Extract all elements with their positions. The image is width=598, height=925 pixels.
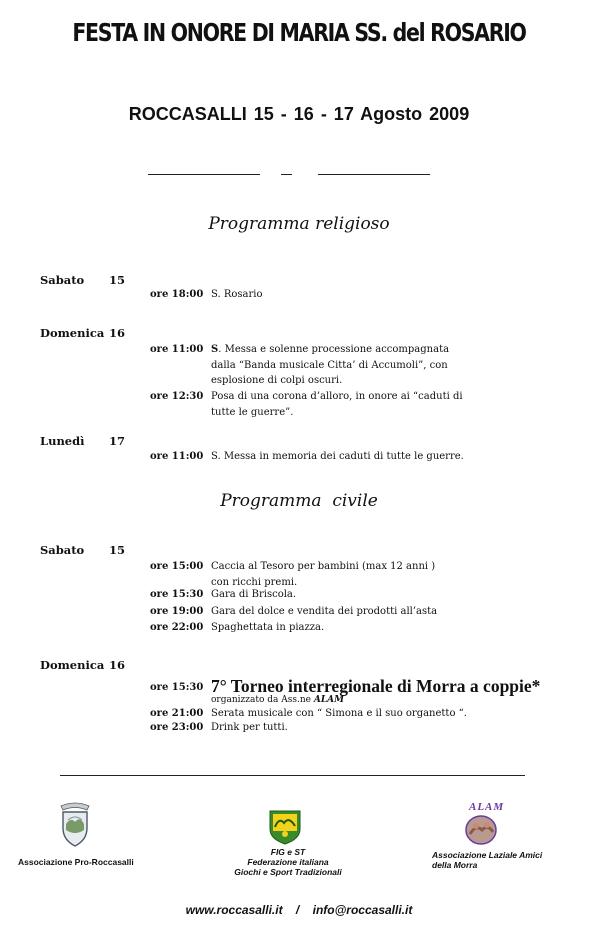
header-rule-right bbox=[318, 174, 430, 175]
fig-st-label-line: Federazione italiana bbox=[247, 857, 329, 867]
event-description: S. Rosario bbox=[211, 289, 263, 300]
religioso-day-domenica: Domenica bbox=[40, 326, 105, 340]
event-time: ore 15:30 bbox=[150, 682, 204, 693]
event-description: Caccia al Tesoro per bambini (max 12 anni ) con ricchi premi. bbox=[211, 561, 436, 588]
event-time: ore 21:00 bbox=[150, 708, 204, 719]
event-description-bold-prefix: S bbox=[211, 344, 219, 355]
alam-emblem-icon bbox=[464, 814, 498, 846]
religioso-daynum-16: 16 bbox=[109, 326, 126, 340]
pro-roccasalli-label: Associazione Pro-Roccasalli bbox=[18, 857, 134, 867]
torneo-organizer bbox=[211, 695, 344, 705]
torneo-organizer-prefix: organizzato da Ass.ne bbox=[211, 695, 314, 705]
event-dates-subtitle: ROCCASALLI 15 - 16 - 17 Agosto 2009 bbox=[128, 104, 470, 124]
alam-label-line: Associazione Laziale Amici bbox=[432, 850, 543, 860]
religioso-day-sabato: Sabato bbox=[40, 273, 85, 287]
event-time: ore 19:00 bbox=[150, 606, 204, 617]
religioso-day-lunedi: Lunedì bbox=[40, 434, 85, 448]
religioso-heading: Programma religioso bbox=[208, 214, 390, 234]
event-time: ore 11:00 bbox=[150, 451, 204, 462]
event-description: Gara del dolce e vendita dei prodotti all’asta bbox=[211, 606, 438, 617]
contact-line bbox=[0, 903, 598, 917]
contact-separator: / bbox=[295, 903, 300, 917]
event-time: ore 18:00 bbox=[150, 289, 204, 300]
event-description bbox=[211, 342, 471, 389]
event-description: Posa di una corona d’alloro, in onore ai “caduti di tutte le guerre”. bbox=[211, 391, 463, 418]
page-title: FESTA IN ONORE DI MARIA SS. del ROSARIO bbox=[72, 18, 526, 47]
civile-day-sabato: Sabato bbox=[40, 543, 85, 557]
event-time: ore 23:00 bbox=[150, 722, 204, 733]
event-description-text: . Messa e solenne processione accompagnata dalla “Banda musicale Citta’ di Accumoli”, con esplosione di colpi oscuri. bbox=[211, 344, 450, 386]
event-description: Spaghettata in piazza. bbox=[211, 622, 325, 633]
fig-st-label-line: FIG e ST bbox=[270, 847, 306, 857]
event-description: S. Messa in memoria dei caduti di tutte le guerre. bbox=[211, 451, 464, 462]
alam-label bbox=[432, 850, 542, 870]
event-description: Serata musicale con “ Simona e il suo organetto “. bbox=[211, 708, 467, 719]
torneo-organizer-name: ALAM bbox=[313, 695, 345, 705]
email-link[interactable]: info@roccasalli.it bbox=[312, 903, 413, 917]
event-time: ore 12:30 bbox=[150, 391, 204, 402]
event-time: ore 22:00 bbox=[150, 622, 204, 633]
event-time: ore 11:00 bbox=[150, 344, 204, 355]
civile-heading: Programma civile bbox=[220, 491, 378, 511]
fig-st-label bbox=[228, 847, 348, 877]
fig-st-shield-icon bbox=[268, 809, 302, 845]
alam-logo-text: ALAM bbox=[469, 801, 505, 813]
fig-st-label-line: Giochi e Sport Tradizionali bbox=[234, 867, 342, 877]
civile-daynum-15: 15 bbox=[109, 543, 126, 557]
pro-roccasalli-crest-icon bbox=[55, 800, 95, 848]
event-description: Gara di Briscola. bbox=[211, 589, 297, 600]
civile-daynum-16: 16 bbox=[109, 658, 126, 672]
website-link[interactable]: www.roccasalli.it bbox=[185, 903, 283, 917]
header-rule-left bbox=[148, 174, 260, 175]
religioso-daynum-17: 17 bbox=[109, 434, 126, 448]
footer-divider bbox=[60, 775, 525, 776]
alam-label-line: della Morra bbox=[432, 860, 478, 870]
civile-day-domenica: Domenica bbox=[40, 658, 105, 672]
event-time: ore 15:00 bbox=[150, 561, 204, 572]
religioso-daynum-15: 15 bbox=[109, 273, 126, 287]
torneo-title: 7° Torneo interregionale di Morra a coppie* bbox=[211, 676, 541, 696]
header-rule-middle bbox=[281, 174, 292, 175]
event-time: ore 15:30 bbox=[150, 589, 204, 600]
event-description: Drink per tutti. bbox=[211, 722, 288, 733]
